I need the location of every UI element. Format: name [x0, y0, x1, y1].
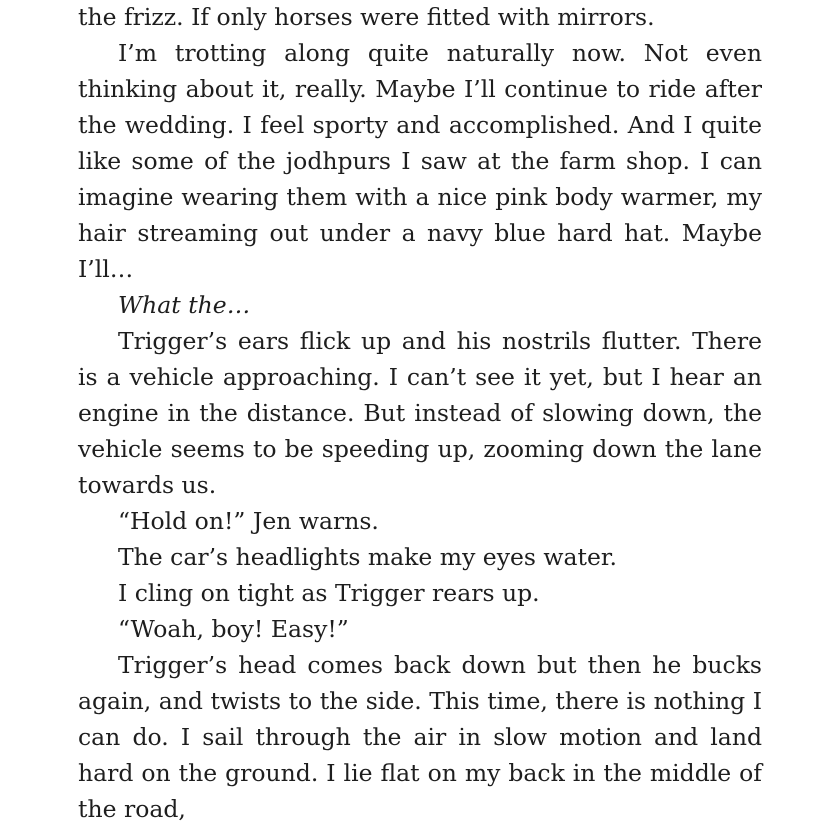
paragraph-vehicle: Trigger’s ears flick up and his nostrils flutter. There is a vehicle approaching. I can’t see it yet, but I hear an engine in the distance. But instead of slowing down, the vehicle seems to be speeding up, zooming down the lane towards us. [78, 327, 762, 499]
dialogue-hold-on: “Hold on!” Jen warns. [118, 507, 379, 535]
book-page [78, 0, 762, 823]
paragraph-fall: Trigger’s head comes back down but then he bucks again, and twists to the side. This time, there is nothing I can do. I sail through the air in slow motion and land hard on the ground. I lie flat on my back in the middle of the road, [78, 651, 762, 823]
paragraph-what-the: What the… [118, 291, 251, 319]
paragraph-cling: I cling on tight as Trigger rears up. [118, 579, 540, 607]
dialogue-woah: “Woah, boy! Easy!” [118, 615, 349, 643]
paragraph-continuation: the frizz. If only horses were fitted with mirrors. [78, 3, 655, 31]
paragraph-headlights: The car’s headlights make my eyes water. [118, 543, 618, 571]
paragraph-trotting: I’m trotting along quite naturally now. Not even thinking about it, really. Maybe I’ll continue to ride after the wedding. I feel sporty and accomplished. And I quite like some of the jodhpurs I saw at the farm shop. I can imagine wearing them with a nice pink body warmer, my hair streaming out under a navy blue hard hat. Maybe I’ll… [78, 39, 762, 283]
